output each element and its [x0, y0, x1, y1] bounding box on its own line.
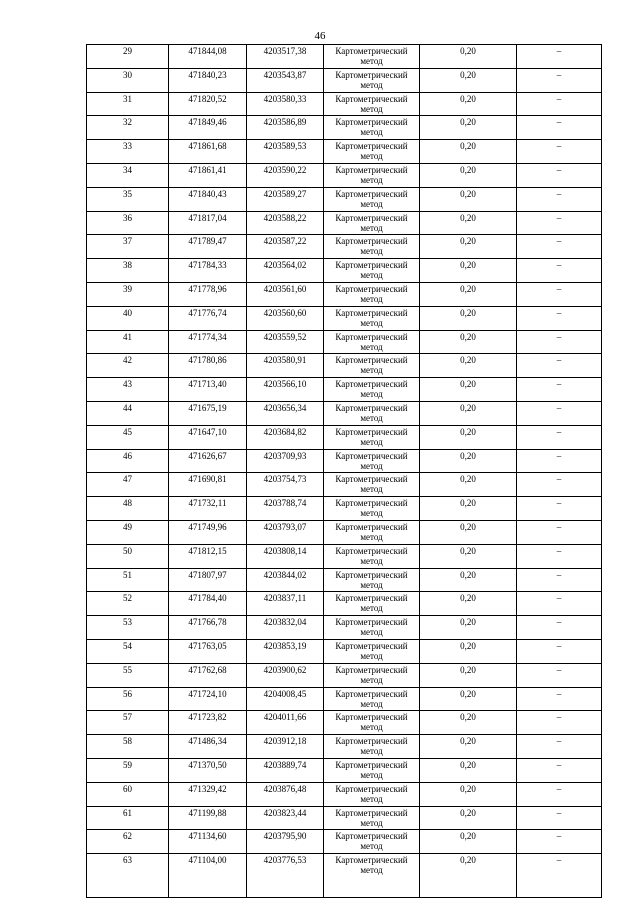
note-cell: – [517, 187, 602, 211]
point-number-cell: 41 [87, 330, 169, 354]
accuracy-cell: 0,20 [420, 473, 517, 497]
table-row [87, 616, 602, 640]
table-row [87, 163, 602, 187]
y-coordinate-cell: 4203589,27 [247, 187, 324, 211]
x-coordinate-cell: 471840,23 [169, 68, 247, 92]
y-coordinate-cell: 4203709,93 [247, 449, 324, 473]
method-cell: Картометрический метод [324, 449, 420, 473]
accuracy-cell: 0,20 [420, 568, 517, 592]
point-number-cell: 49 [87, 520, 169, 544]
accuracy-cell: 0,20 [420, 544, 517, 568]
accuracy-cell: 0,20 [420, 449, 517, 473]
point-number-cell: 51 [87, 568, 169, 592]
y-coordinate-cell: 4203517,38 [247, 45, 324, 69]
x-coordinate-cell: 471626,67 [169, 449, 247, 473]
table-row [87, 140, 602, 164]
accuracy-cell: 0,20 [420, 354, 517, 378]
method-cell: Картометрический метод [324, 616, 420, 640]
note-cell: – [517, 544, 602, 568]
accuracy-cell: 0,20 [420, 306, 517, 330]
method-cell: Картометрический метод [324, 473, 420, 497]
accuracy-cell: 0,20 [420, 425, 517, 449]
x-coordinate-cell: 471778,96 [169, 282, 247, 306]
x-coordinate-cell: 471724,10 [169, 687, 247, 711]
table-row [87, 378, 602, 402]
point-number-cell: 31 [87, 92, 169, 116]
table-row [87, 735, 602, 759]
point-number-cell: 57 [87, 711, 169, 735]
method-cell: Картометрический метод [324, 116, 420, 140]
point-number-cell: 59 [87, 758, 169, 782]
accuracy-cell: 0,20 [420, 806, 517, 830]
point-number-cell: 42 [87, 354, 169, 378]
table-row [87, 544, 602, 568]
table-row [87, 758, 602, 782]
x-coordinate-cell: 471104,00 [169, 854, 247, 898]
accuracy-cell: 0,20 [420, 592, 517, 616]
note-cell: – [517, 806, 602, 830]
y-coordinate-cell: 4203853,19 [247, 639, 324, 663]
x-coordinate-cell: 471789,47 [169, 235, 247, 259]
x-coordinate-cell: 471774,34 [169, 330, 247, 354]
y-coordinate-cell: 4203776,53 [247, 854, 324, 898]
accuracy-cell: 0,20 [420, 616, 517, 640]
y-coordinate-cell: 4203832,04 [247, 616, 324, 640]
table-row [87, 68, 602, 92]
note-cell: – [517, 830, 602, 854]
method-cell: Картометрический метод [324, 735, 420, 759]
table-row [87, 806, 602, 830]
coordinates-table [86, 44, 602, 898]
method-cell: Картометрический метод [324, 711, 420, 735]
note-cell: – [517, 211, 602, 235]
x-coordinate-cell: 471329,42 [169, 782, 247, 806]
point-number-cell: 52 [87, 592, 169, 616]
x-coordinate-cell: 471134,60 [169, 830, 247, 854]
table-row [87, 259, 602, 283]
note-cell: – [517, 306, 602, 330]
point-number-cell: 38 [87, 259, 169, 283]
y-coordinate-cell: 4203900,62 [247, 663, 324, 687]
method-cell: Картометрический метод [324, 259, 420, 283]
table-row [87, 687, 602, 711]
note-cell: – [517, 735, 602, 759]
table-row [87, 330, 602, 354]
table-row [87, 116, 602, 140]
note-cell: – [517, 282, 602, 306]
y-coordinate-cell: 4203561,60 [247, 282, 324, 306]
method-cell: Картометрический метод [324, 758, 420, 782]
accuracy-cell: 0,20 [420, 68, 517, 92]
method-cell: Картометрический метод [324, 592, 420, 616]
method-cell: Картометрический метод [324, 330, 420, 354]
method-cell: Картометрический метод [324, 663, 420, 687]
accuracy-cell: 0,20 [420, 378, 517, 402]
point-number-cell: 46 [87, 449, 169, 473]
table-row [87, 306, 602, 330]
note-cell: – [517, 639, 602, 663]
point-number-cell: 43 [87, 378, 169, 402]
y-coordinate-cell: 4203808,14 [247, 544, 324, 568]
note-cell: – [517, 163, 602, 187]
point-number-cell: 37 [87, 235, 169, 259]
point-number-cell: 44 [87, 401, 169, 425]
accuracy-cell: 0,20 [420, 663, 517, 687]
table-body [87, 45, 602, 898]
note-cell: – [517, 854, 602, 898]
note-cell: – [517, 758, 602, 782]
x-coordinate-cell: 471486,34 [169, 735, 247, 759]
y-coordinate-cell: 4203589,53 [247, 140, 324, 164]
accuracy-cell: 0,20 [420, 687, 517, 711]
y-coordinate-cell: 4203837,11 [247, 592, 324, 616]
note-cell: – [517, 259, 602, 283]
accuracy-cell: 0,20 [420, 735, 517, 759]
table-row [87, 663, 602, 687]
x-coordinate-cell: 471647,10 [169, 425, 247, 449]
x-coordinate-cell: 471713,40 [169, 378, 247, 402]
method-cell: Картометрический метод [324, 854, 420, 898]
point-number-cell: 62 [87, 830, 169, 854]
method-cell: Картометрический метод [324, 830, 420, 854]
method-cell: Картометрический метод [324, 163, 420, 187]
table-row [87, 211, 602, 235]
method-cell: Картометрический метод [324, 687, 420, 711]
x-coordinate-cell: 471762,68 [169, 663, 247, 687]
method-cell: Картометрический метод [324, 211, 420, 235]
y-coordinate-cell: 4203912,18 [247, 735, 324, 759]
table-row [87, 854, 602, 898]
x-coordinate-cell: 471861,68 [169, 140, 247, 164]
method-cell: Картометрический метод [324, 140, 420, 164]
point-number-cell: 36 [87, 211, 169, 235]
note-cell: – [517, 235, 602, 259]
y-coordinate-cell: 4203754,73 [247, 473, 324, 497]
table-row [87, 45, 602, 69]
accuracy-cell: 0,20 [420, 401, 517, 425]
y-coordinate-cell: 4203684,82 [247, 425, 324, 449]
method-cell: Картометрический метод [324, 187, 420, 211]
table-row [87, 449, 602, 473]
x-coordinate-cell: 471817,04 [169, 211, 247, 235]
note-cell: – [517, 354, 602, 378]
x-coordinate-cell: 471820,52 [169, 92, 247, 116]
x-coordinate-cell: 471675,19 [169, 401, 247, 425]
accuracy-cell: 0,20 [420, 854, 517, 898]
method-cell: Картометрический метод [324, 282, 420, 306]
method-cell: Картометрический метод [324, 520, 420, 544]
method-cell: Картометрический метод [324, 45, 420, 69]
x-coordinate-cell: 471807,97 [169, 568, 247, 592]
table-row [87, 711, 602, 735]
x-coordinate-cell: 471370,50 [169, 758, 247, 782]
y-coordinate-cell: 4203788,74 [247, 497, 324, 521]
accuracy-cell: 0,20 [420, 711, 517, 735]
y-coordinate-cell: 4203588,22 [247, 211, 324, 235]
point-number-cell: 54 [87, 639, 169, 663]
table-row [87, 425, 602, 449]
accuracy-cell: 0,20 [420, 116, 517, 140]
table-row [87, 782, 602, 806]
method-cell: Картометрический метод [324, 497, 420, 521]
x-coordinate-cell: 471766,78 [169, 616, 247, 640]
accuracy-cell: 0,20 [420, 330, 517, 354]
note-cell: – [517, 711, 602, 735]
table-row [87, 497, 602, 521]
point-number-cell: 63 [87, 854, 169, 898]
accuracy-cell: 0,20 [420, 520, 517, 544]
note-cell: – [517, 473, 602, 497]
table-row [87, 187, 602, 211]
y-coordinate-cell: 4203795,90 [247, 830, 324, 854]
table-row [87, 401, 602, 425]
accuracy-cell: 0,20 [420, 259, 517, 283]
point-number-cell: 55 [87, 663, 169, 687]
x-coordinate-cell: 471784,40 [169, 592, 247, 616]
x-coordinate-cell: 471844,08 [169, 45, 247, 69]
accuracy-cell: 0,20 [420, 92, 517, 116]
accuracy-cell: 0,20 [420, 497, 517, 521]
y-coordinate-cell: 4203543,87 [247, 68, 324, 92]
note-cell: – [517, 616, 602, 640]
y-coordinate-cell: 4203587,22 [247, 235, 324, 259]
x-coordinate-cell: 471861,41 [169, 163, 247, 187]
table-row [87, 639, 602, 663]
note-cell: – [517, 401, 602, 425]
method-cell: Картометрический метод [324, 92, 420, 116]
accuracy-cell: 0,20 [420, 163, 517, 187]
accuracy-cell: 0,20 [420, 830, 517, 854]
table-row [87, 354, 602, 378]
note-cell: – [517, 425, 602, 449]
point-number-cell: 40 [87, 306, 169, 330]
x-coordinate-cell: 471749,96 [169, 520, 247, 544]
point-number-cell: 35 [87, 187, 169, 211]
x-coordinate-cell: 471840,43 [169, 187, 247, 211]
note-cell: – [517, 568, 602, 592]
method-cell: Картометрический метод [324, 425, 420, 449]
point-number-cell: 58 [87, 735, 169, 759]
note-cell: – [517, 92, 602, 116]
point-number-cell: 45 [87, 425, 169, 449]
table-row [87, 830, 602, 854]
accuracy-cell: 0,20 [420, 140, 517, 164]
page-number: 46 [314, 30, 326, 42]
table-row [87, 592, 602, 616]
x-coordinate-cell: 471723,82 [169, 711, 247, 735]
y-coordinate-cell: 4203793,07 [247, 520, 324, 544]
note-cell: – [517, 449, 602, 473]
y-coordinate-cell: 4203889,74 [247, 758, 324, 782]
note-cell: – [517, 378, 602, 402]
point-number-cell: 53 [87, 616, 169, 640]
method-cell: Картометрический метод [324, 68, 420, 92]
method-cell: Картометрический метод [324, 401, 420, 425]
y-coordinate-cell: 4203580,91 [247, 354, 324, 378]
y-coordinate-cell: 4203560,60 [247, 306, 324, 330]
y-coordinate-cell: 4203844,02 [247, 568, 324, 592]
method-cell: Картометрический метод [324, 806, 420, 830]
point-number-cell: 33 [87, 140, 169, 164]
point-number-cell: 39 [87, 282, 169, 306]
y-coordinate-cell: 4203590,22 [247, 163, 324, 187]
x-coordinate-cell: 471780,86 [169, 354, 247, 378]
y-coordinate-cell: 4203656,34 [247, 401, 324, 425]
x-coordinate-cell: 471690,81 [169, 473, 247, 497]
method-cell: Картометрический метод [324, 568, 420, 592]
note-cell: – [517, 68, 602, 92]
x-coordinate-cell: 471776,74 [169, 306, 247, 330]
note-cell: – [517, 116, 602, 140]
point-number-cell: 60 [87, 782, 169, 806]
accuracy-cell: 0,20 [420, 235, 517, 259]
method-cell: Картометрический метод [324, 378, 420, 402]
note-cell: – [517, 140, 602, 164]
table-row [87, 473, 602, 497]
x-coordinate-cell: 471763,05 [169, 639, 247, 663]
y-coordinate-cell: 4204011,66 [247, 711, 324, 735]
y-coordinate-cell: 4203566,10 [247, 378, 324, 402]
accuracy-cell: 0,20 [420, 782, 517, 806]
x-coordinate-cell: 471784,33 [169, 259, 247, 283]
method-cell: Картометрический метод [324, 235, 420, 259]
point-number-cell: 34 [87, 163, 169, 187]
note-cell: – [517, 782, 602, 806]
note-cell: – [517, 520, 602, 544]
table-row [87, 92, 602, 116]
point-number-cell: 47 [87, 473, 169, 497]
accuracy-cell: 0,20 [420, 211, 517, 235]
table-row [87, 568, 602, 592]
accuracy-cell: 0,20 [420, 187, 517, 211]
x-coordinate-cell: 471812,15 [169, 544, 247, 568]
note-cell: – [517, 663, 602, 687]
y-coordinate-cell: 4203580,33 [247, 92, 324, 116]
x-coordinate-cell: 471732,11 [169, 497, 247, 521]
note-cell: – [517, 687, 602, 711]
note-cell: – [517, 45, 602, 69]
x-coordinate-cell: 471849,46 [169, 116, 247, 140]
point-number-cell: 29 [87, 45, 169, 69]
note-cell: – [517, 497, 602, 521]
note-cell: – [517, 330, 602, 354]
method-cell: Картометрический метод [324, 354, 420, 378]
accuracy-cell: 0,20 [420, 639, 517, 663]
y-coordinate-cell: 4203564,02 [247, 259, 324, 283]
y-coordinate-cell: 4203823,44 [247, 806, 324, 830]
accuracy-cell: 0,20 [420, 758, 517, 782]
note-cell: – [517, 592, 602, 616]
y-coordinate-cell: 4203559,52 [247, 330, 324, 354]
point-number-cell: 61 [87, 806, 169, 830]
y-coordinate-cell: 4203586,89 [247, 116, 324, 140]
point-number-cell: 32 [87, 116, 169, 140]
table-row [87, 282, 602, 306]
method-cell: Картометрический метод [324, 639, 420, 663]
y-coordinate-cell: 4203876,48 [247, 782, 324, 806]
x-coordinate-cell: 471199,88 [169, 806, 247, 830]
y-coordinate-cell: 4204008,45 [247, 687, 324, 711]
method-cell: Картометрический метод [324, 782, 420, 806]
accuracy-cell: 0,20 [420, 45, 517, 69]
point-number-cell: 56 [87, 687, 169, 711]
accuracy-cell: 0,20 [420, 282, 517, 306]
table-row [87, 235, 602, 259]
point-number-cell: 48 [87, 497, 169, 521]
point-number-cell: 30 [87, 68, 169, 92]
point-number-cell: 50 [87, 544, 169, 568]
method-cell: Картометрический метод [324, 544, 420, 568]
table-row [87, 520, 602, 544]
method-cell: Картометрический метод [324, 306, 420, 330]
